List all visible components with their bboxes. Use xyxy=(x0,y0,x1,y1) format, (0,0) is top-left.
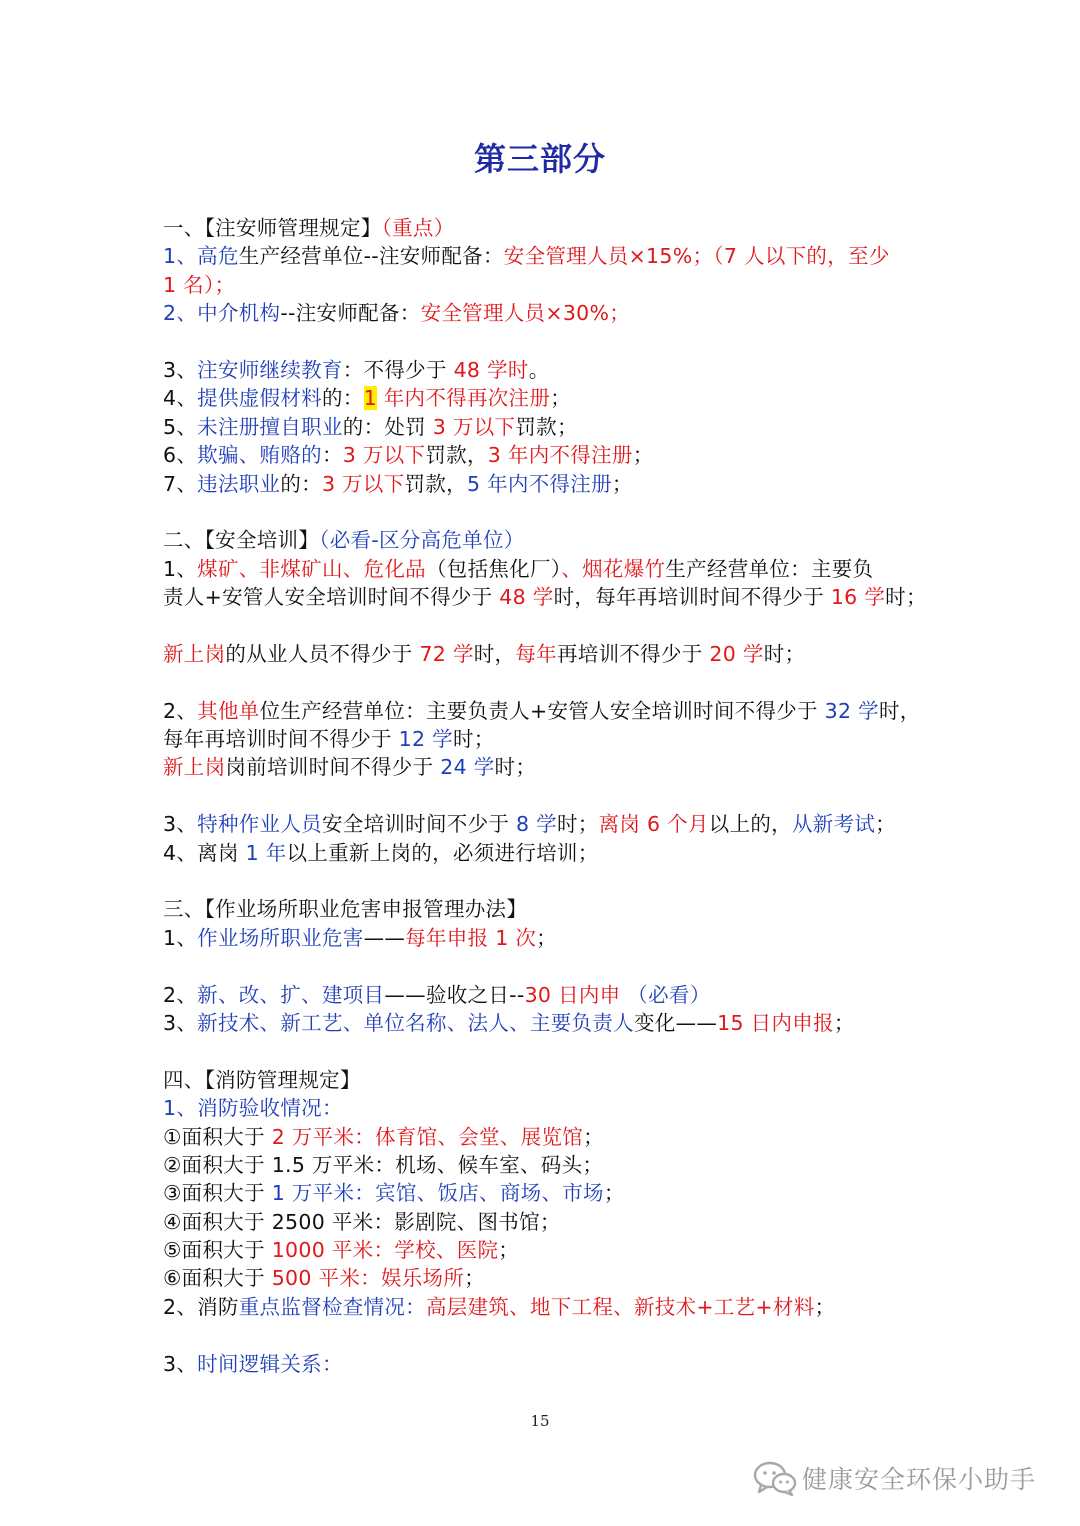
text-line xyxy=(163,839,933,867)
text-segment: ； xyxy=(814,1294,836,1319)
blank-line xyxy=(163,867,933,895)
text-segment: ； xyxy=(498,1238,520,1263)
text-segment: 1、 xyxy=(163,556,198,581)
text-segment: 以上重新上岗的，必须进行培训； xyxy=(286,840,599,865)
text-segment: 中介机构 xyxy=(197,301,281,326)
text-segment: 的：处罚 xyxy=(342,414,433,439)
text-segment: 生产经营单位：主要负 xyxy=(665,556,874,581)
text-segment: 未注册擅自职业 xyxy=(197,414,343,439)
text-segment: 48 学时 xyxy=(453,357,529,382)
text-line xyxy=(163,1123,933,1151)
text-segment: 新技术、新工艺、单位名称、法人、主要负责人 xyxy=(197,1010,634,1035)
text-segment: 的： xyxy=(280,471,322,496)
text-segment: 3、 xyxy=(163,1351,198,1376)
text-segment: —— xyxy=(363,925,406,950)
text-line xyxy=(163,299,933,327)
text-segment: 3、 xyxy=(163,812,198,837)
text-segment: 。 xyxy=(528,357,550,382)
text-segment: ； xyxy=(632,443,654,468)
text-segment: 时； xyxy=(885,585,927,610)
text-line xyxy=(163,1009,933,1037)
text-line xyxy=(163,356,933,384)
text-line xyxy=(163,1293,933,1321)
text-segment: 从新考试 xyxy=(791,812,876,837)
text-segment: 其他单 xyxy=(197,698,260,723)
text-segment: 时； xyxy=(556,812,599,837)
text-segment: 安全管理人员×30%； xyxy=(420,301,631,326)
text-segment: 二、【安全培训】 xyxy=(163,528,320,553)
text-segment: ； xyxy=(603,1181,625,1206)
text-line xyxy=(163,271,933,299)
highlighted-text: 1 xyxy=(363,386,377,411)
text-segment: 1 年 xyxy=(245,840,287,865)
text-segment: 3 万以下 xyxy=(432,414,516,439)
text-line xyxy=(163,697,933,725)
text-segment: 72 学 xyxy=(419,641,474,666)
text-segment: 2、 xyxy=(163,301,198,326)
text-segment: 注安师继续教育 xyxy=(197,357,343,382)
text-line xyxy=(163,242,933,270)
text-segment: ⑥面积大于 xyxy=(163,1266,272,1291)
text-segment: 高层建筑、地下工程、新技术+工艺+材料 xyxy=(425,1294,815,1319)
text-line xyxy=(163,1264,933,1292)
text-segment: 生产经营单位--注安师配备： xyxy=(238,244,504,269)
text-segment: 时； xyxy=(452,727,495,752)
text-line xyxy=(163,1236,933,1264)
text-segment: 32 学 xyxy=(824,698,879,723)
text-segment: 30 日内申 xyxy=(524,982,621,1007)
text-line xyxy=(163,725,933,753)
blank-line xyxy=(163,782,933,810)
text-segment: 每年再培训时间不得少于 xyxy=(163,727,399,752)
text-segment: 500 平米：娱乐场所 xyxy=(271,1266,465,1291)
text-segment: 1、 xyxy=(163,925,198,950)
text-segment: 新、改、扩、建项目 xyxy=(197,982,385,1007)
text-segment: 罚款， xyxy=(425,443,488,468)
text-segment: 离岗 6 个月 xyxy=(598,812,709,837)
text-segment: ； xyxy=(464,1266,485,1291)
text-segment: 1、 xyxy=(163,244,198,269)
watermark xyxy=(752,1458,1036,1498)
text-segment: ⑤面积大于 xyxy=(163,1238,272,1263)
text-segment: 1、消防验收情况： xyxy=(163,1096,343,1121)
text-segment: 时； xyxy=(763,641,806,666)
text-segment: ； xyxy=(550,386,571,411)
text-line xyxy=(163,526,933,554)
text-segment: （必看） xyxy=(627,982,711,1007)
text-segment: 时； xyxy=(494,755,537,780)
text-segment: 违法职业 xyxy=(197,471,281,496)
blank-line xyxy=(163,1321,933,1349)
text-segment: 的： xyxy=(321,386,364,411)
text-segment: 4、 xyxy=(163,386,198,411)
text-segment: 8 学 xyxy=(516,812,557,837)
text-segment: 12 学 xyxy=(398,727,453,752)
text-line xyxy=(163,1179,933,1207)
blank-line xyxy=(163,611,933,639)
text-line xyxy=(163,753,933,781)
text-segment: 3 万以下 xyxy=(321,471,405,496)
text-line xyxy=(163,924,933,952)
blank-line xyxy=(163,668,933,696)
text-segment: 作业场所职业危害 xyxy=(197,925,364,950)
text-line xyxy=(163,895,933,923)
text-segment: 2、 xyxy=(163,698,198,723)
text-line xyxy=(163,384,933,412)
text-segment: 安全培训时间不少于 xyxy=(321,812,516,837)
text-segment: 时间逻辑关系： xyxy=(197,1351,343,1376)
text-segment: ； xyxy=(536,925,557,950)
text-segment: 高危 xyxy=(197,244,239,269)
text-line xyxy=(163,1094,933,1122)
text-segment: 2 万平米：体育馆、会堂、展览馆 xyxy=(271,1124,584,1149)
text-segment: 责人+安管人安全培训时间不得少于 xyxy=(163,585,500,610)
text-segment: 每年 xyxy=(515,641,557,666)
text-segment: 6、 xyxy=(163,443,198,468)
text-segment: 4、离岗 xyxy=(163,840,246,865)
text-segment: 2、 xyxy=(163,982,198,1007)
text-segment: 24 学 xyxy=(440,755,495,780)
text-segment: 以上的， xyxy=(708,812,792,837)
page-title: 第三部分 xyxy=(473,140,606,178)
text-segment: 3、 xyxy=(163,357,198,382)
text-segment: 3 年内不得注册 xyxy=(487,443,633,468)
text-segment: 2、消防 xyxy=(163,1294,239,1319)
text-segment: ； xyxy=(611,471,633,496)
text-line xyxy=(163,981,933,1009)
text-segment: 时， xyxy=(473,641,516,666)
text-segment: 20 学 xyxy=(709,641,764,666)
wechat-icon xyxy=(752,1458,798,1498)
text-segment: （重点） xyxy=(381,216,455,240)
text-segment: 每年申报 1 次 xyxy=(405,925,537,950)
text-line xyxy=(163,583,933,611)
text-line xyxy=(163,470,933,498)
text-segment: ：不得少于 xyxy=(342,357,454,382)
blank-line xyxy=(163,328,933,356)
text-segment: 重点监督检查情况： xyxy=(238,1294,426,1319)
text-segment: 15 日内申报 xyxy=(717,1010,834,1035)
text-segment: 1 万平米：宾馆、饭店、商场、市场 xyxy=(271,1181,604,1206)
text-segment: 年内不得再次注册 xyxy=(376,386,551,411)
text-segment: 16 学 xyxy=(830,585,886,610)
text-segment: ； xyxy=(875,812,896,837)
text-line xyxy=(163,214,933,242)
text-segment: --注安师配备： xyxy=(280,301,421,326)
text-line xyxy=(163,1208,933,1236)
text-line xyxy=(163,640,933,668)
text-segment: 四、【消防管理规定】 xyxy=(163,1067,361,1092)
text-segment: 位生产经营单位：主要负责人+安管人安全培训时间不得少于 xyxy=(259,698,825,723)
text-segment: 三、【作业场所职业危害申报管理办法】 xyxy=(163,897,528,922)
text-segment: 3 万以下 xyxy=(342,443,426,468)
text-segment: 时，每年再培训时间不得少于 xyxy=(553,585,831,610)
text-segment: 5、 xyxy=(163,414,198,439)
text-segment: 的从业人员不得少于 xyxy=(225,641,420,666)
text-segment: 变化—— xyxy=(633,1010,718,1035)
text-segment: 48 学 xyxy=(499,585,554,610)
text-segment: 安全管理人员×15%；（7 人以下的，至少 xyxy=(503,244,890,269)
text-line xyxy=(163,810,933,838)
text-segment: ； xyxy=(833,1010,855,1035)
text-segment: ①面积大于 xyxy=(163,1124,272,1149)
text-segment: ②面积大于 1.5 万平米：机场、候车室、码头； xyxy=(163,1152,604,1177)
text-segment: 一、【注安师管理规定】 xyxy=(163,216,382,240)
text-segment: （必看-区分高危单位） xyxy=(319,528,525,553)
text-line xyxy=(163,1066,933,1094)
blank-line xyxy=(163,498,933,526)
text-segment: 3、 xyxy=(163,1010,198,1035)
text-segment: 岗前培训时间不得少于 xyxy=(225,755,441,780)
text-segment: 罚款； xyxy=(515,414,578,439)
text-segment: 5 年内不得注册 xyxy=(466,471,612,496)
document-body xyxy=(163,214,933,1378)
text-segment: 1 名）； xyxy=(163,272,236,297)
text-segment: ④面积大于 2500 平米：影剧院、图书馆； xyxy=(163,1209,561,1234)
text-segment: 特种作业人员 xyxy=(197,812,322,837)
text-segment: 提供虚假材料 xyxy=(197,386,322,411)
text-segment: 新上岗 xyxy=(163,755,226,780)
text-line xyxy=(163,1151,933,1179)
page-number: 15 xyxy=(530,1412,550,1430)
text-line xyxy=(163,441,933,469)
text-segment: 7、 xyxy=(163,471,198,496)
text-segment: 、烟花爆竹 xyxy=(561,556,666,581)
text-line xyxy=(163,1350,933,1378)
text-segment: 时， xyxy=(878,698,921,723)
blank-line xyxy=(163,952,933,980)
blank-line xyxy=(163,1037,933,1065)
text-line xyxy=(163,413,933,441)
text-segment: ： xyxy=(321,443,343,468)
text-segment: ——验收之日-- xyxy=(384,982,525,1007)
watermark-text: 健康安全环保小助手 xyxy=(802,1465,1037,1494)
text-segment: 煤矿、非煤矿山、危化品 xyxy=(197,556,426,581)
text-segment: 罚款， xyxy=(404,471,467,496)
text-segment: ③面积大于 xyxy=(163,1181,272,1206)
text-segment: ； xyxy=(583,1124,604,1149)
text-segment: 再培训不得少于 xyxy=(556,641,710,666)
text-segment: 新上岗 xyxy=(163,641,226,666)
text-line xyxy=(163,555,933,583)
text-segment: 1000 平米：学校、医院 xyxy=(271,1238,499,1263)
text-segment: （包括焦化厂） xyxy=(425,556,562,581)
text-segment: 欺骗、贿赂的 xyxy=(197,443,322,468)
